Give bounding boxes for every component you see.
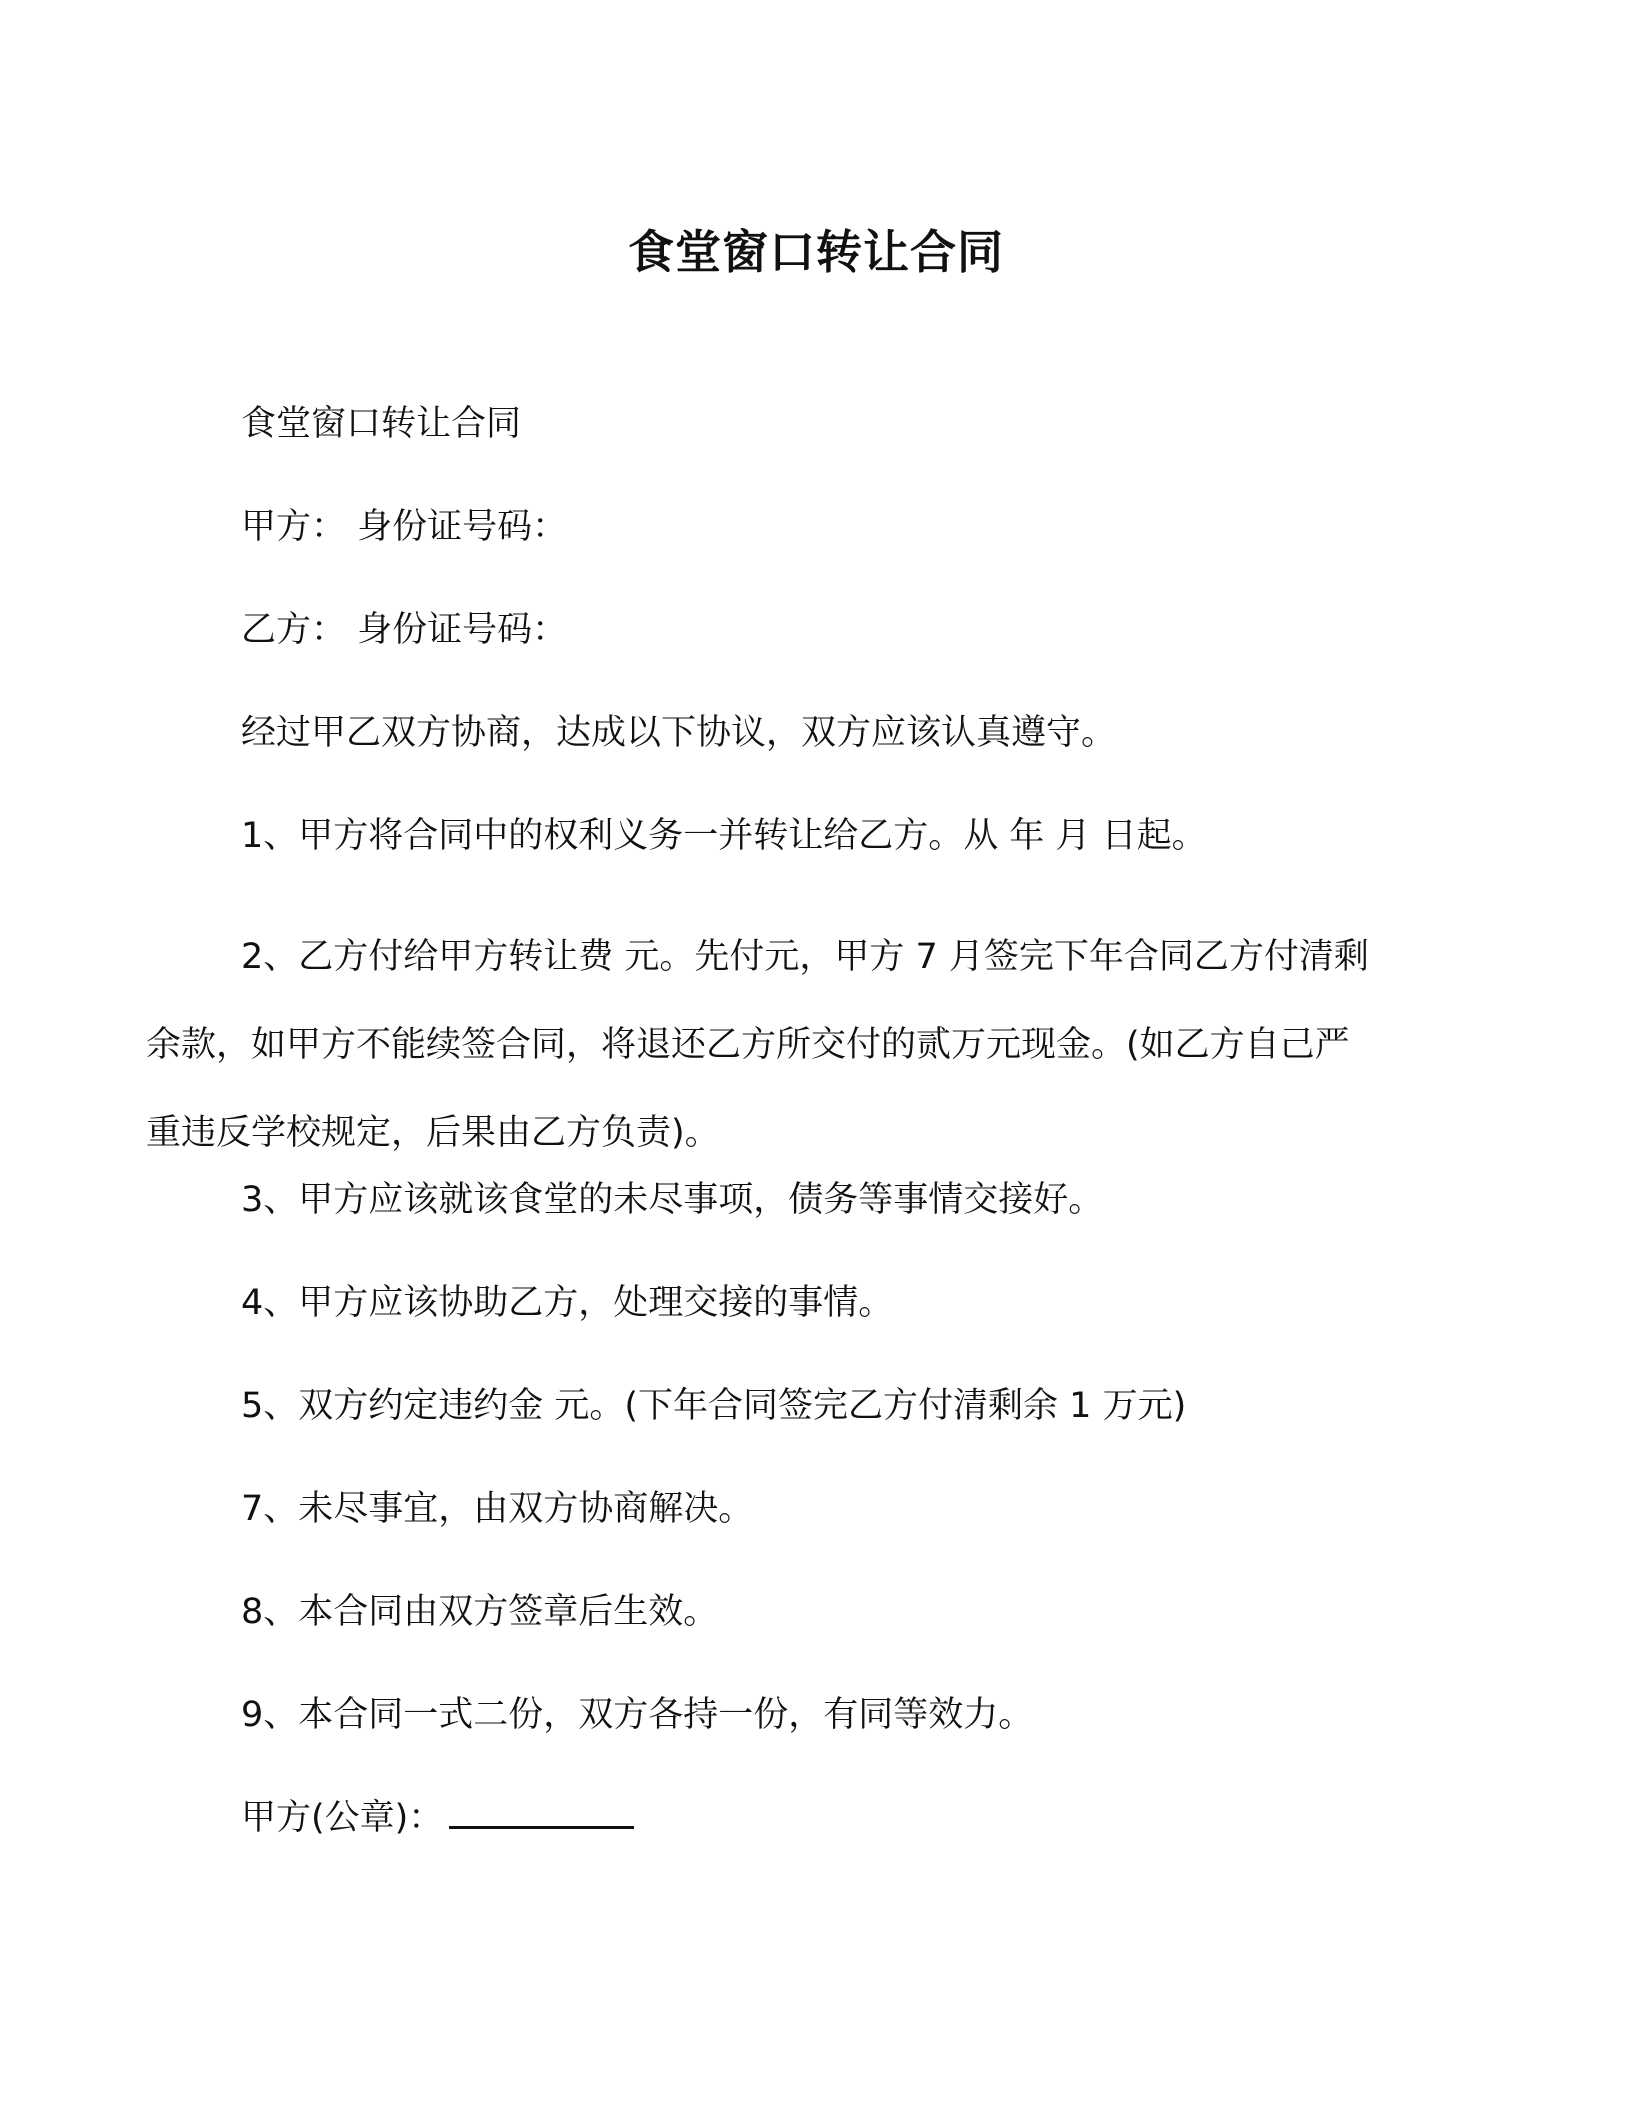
signature-block	[241, 1790, 1391, 1846]
clause-4: 4、甲方应该协助乙方，处理交接的事情。	[241, 1283, 894, 1323]
clause-7: 7、未尽事宜，由双方协商解决。	[241, 1489, 754, 1529]
clause-2-text: 2、乙方付给甲方转让费 元。先付元，甲方 7 月签完下年合同乙方付清剩余款，如甲方不能续签合同，将退还乙方所交付的贰万元现金。(如乙方自己严重违反学校规定，后果由乙方负责)。	[146, 937, 1369, 1153]
clause-1: 1、甲方将合同中的权利义务一并转让给乙方。从 年 月 日起。	[241, 816, 1207, 856]
clause-9: 9、本合同一式二份，双方各持一份，有同等效力。	[241, 1695, 1034, 1735]
clause-3: 3、甲方应该就该食堂的未尽事项，债务等事情交接好。	[241, 1180, 1104, 1220]
document-title: 食堂窗口转让合同	[628, 225, 1004, 279]
party-a-line: 甲方： 身份证号码：	[241, 507, 568, 547]
document-subtitle: 食堂窗口转让合同	[241, 404, 522, 444]
clause-8: 8、本合同由双方签章后生效。	[241, 1592, 719, 1632]
clause-2	[146, 913, 1381, 1177]
clause-5: 5、双方约定违约金 元。(下年合同签完乙方付清剩余 1 万元)	[241, 1386, 1187, 1426]
intro-paragraph: 经过甲乙双方协商，达成以下协议，双方应该认真遵守。	[241, 713, 1117, 753]
party-b-line: 乙方： 身份证号码：	[241, 610, 568, 650]
signature-line	[449, 1796, 634, 1829]
signature-label: 甲方(公章)：	[241, 1798, 444, 1838]
